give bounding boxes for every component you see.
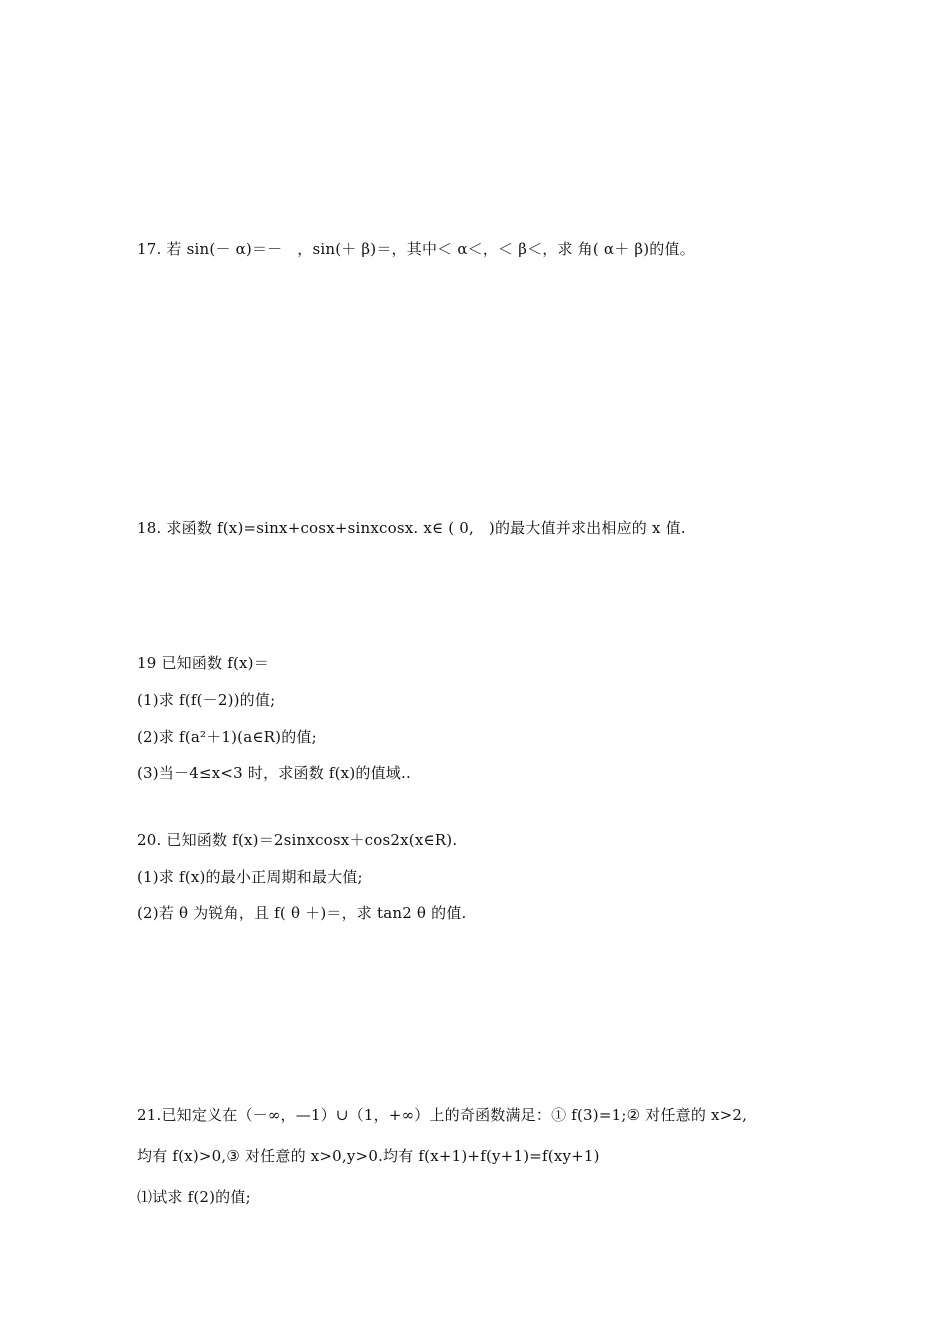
question-20-part-1: (1)求 f(x)的最小正周期和最大值; — [137, 868, 363, 886]
question-20-stem: 20. 已知函数 f(x)＝2sinxcosx＋cos2x(x∈R). — [137, 831, 458, 849]
question-21-part-1: ⑴试求 f(2)的值; — [137, 1188, 251, 1206]
question-20-part-2: (2)若 θ 为锐角，且 f( θ ＋)＝，求 tan2 θ 的值. — [137, 904, 467, 922]
question-19-part-2: (2)求 f(a²＋1)(a∈R)的值; — [137, 728, 317, 746]
question-21-line-1: 21.已知定义在（－∞，—1）∪（1，+∞）上的奇函数满足：① f(3)=1;② 对任意的 x>2, — [137, 1106, 748, 1124]
question-19-part-3: (3)当－4≤x<3 时，求函数 f(x)的值域.. — [137, 764, 411, 782]
question-19-part-1: (1)求 f(f(－2))的值; — [137, 691, 276, 709]
question-19-stem: 19 已知函数 f(x)＝ — [137, 654, 269, 672]
question-18: 18. 求函数 f(x)=sinx+cosx+sinxcosx. x∈ ( 0, )的最大值并求出相应的 x 值. — [137, 519, 686, 537]
question-17: 17. 若 sin(－ α)＝－ ，sin(＋ β)＝，其中＜ α＜，＜ β＜，求 角( α＋ β)的值。 — [137, 240, 695, 258]
question-21-line-2: 均有 f(x)>0,③ 对任意的 x>0,y>0.均有 f(x+1)+f(y+1)=f(xy+1) — [137, 1147, 600, 1165]
